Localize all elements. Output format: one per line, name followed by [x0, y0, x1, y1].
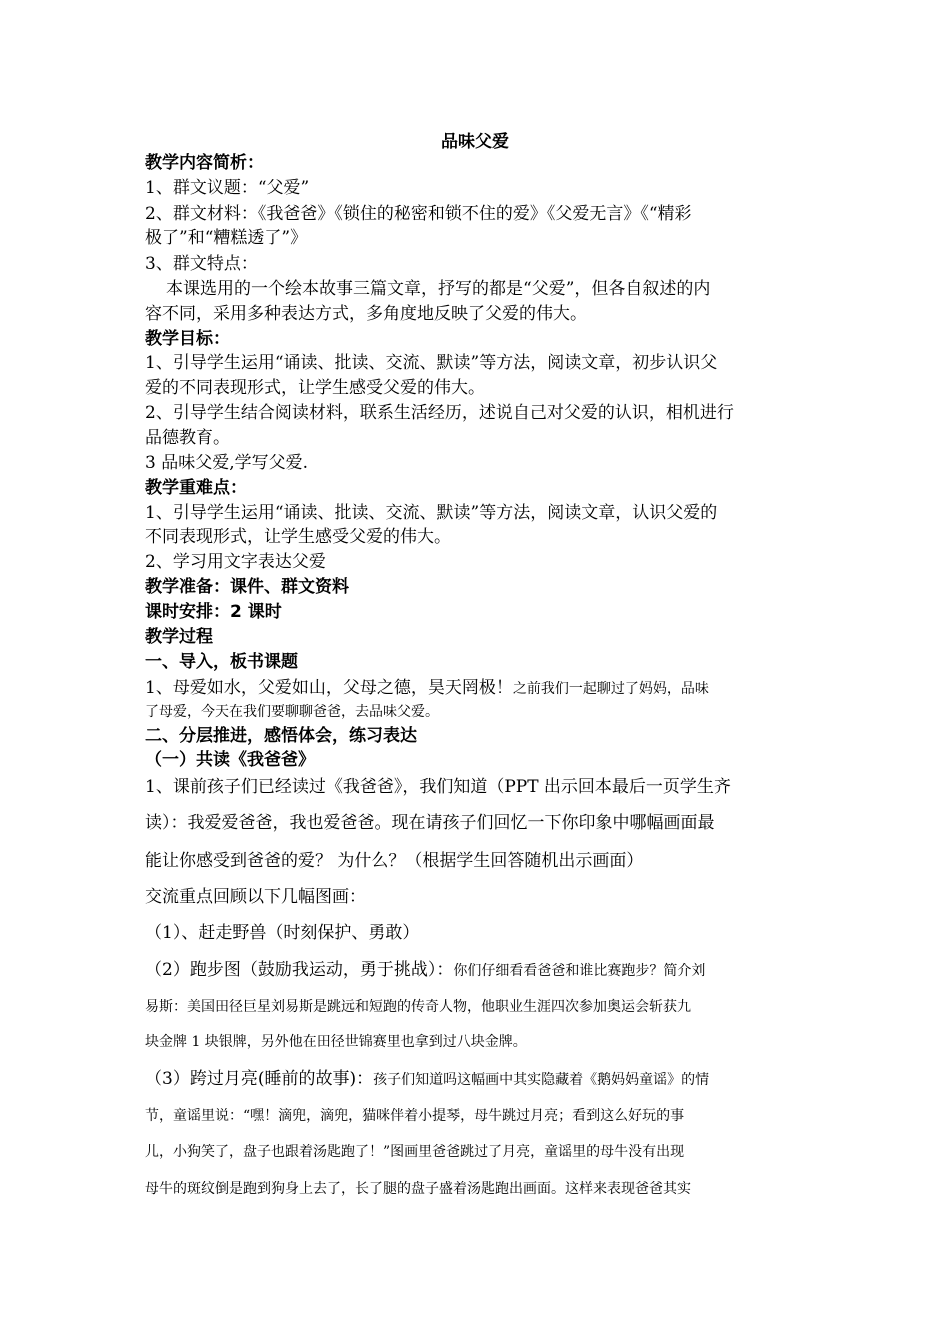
- goal-2-line-1: 2、引导学生结合阅读材料，联系生活经历，述说自己对父爱的认识，相机进行: [145, 403, 734, 423]
- part-1-line-1-a: 1、母爱如水，父爱如山，父母之德，昊天罔极！: [145, 678, 513, 698]
- goal-2-line-2: 品德教育。: [145, 428, 230, 448]
- goal-1-line-2: 爱的不同表现形式，让学生感受父爱的伟大。: [145, 378, 485, 398]
- materials-line-2: 极了”和“糟糕透了”》: [145, 228, 308, 248]
- item-2-line-1-a: （2）跑步图（鼓励我运动，勇于挑战）：: [145, 960, 454, 980]
- item-2-line-3: 块金牌 1 块银牌，另外他在田径世锦赛里也拿到过八块金牌。: [145, 1034, 527, 1050]
- key-point-2: 2、学习用文字表达父爱: [145, 552, 326, 572]
- part-2-heading: 二、分层推进，感悟体会，练习表达: [145, 726, 417, 746]
- paragraph-1-line-3: 能让你感受到爸爸的爱？ 为什么？（根据学生回答随机出示画面）: [145, 851, 644, 871]
- key-points-heading: 教学重难点：: [145, 478, 247, 498]
- preparation: 教学准备：课件、群文资料: [145, 577, 349, 597]
- paragraph-1-line-1: 1、课前孩子们已经读过《我爸爸》，我们知道（PPT 出示回本最后一页学生齐: [145, 777, 731, 797]
- item-3-line-1: [145, 1067, 815, 1092]
- features-line-2: 容不同，采用多种表达方式，多角度地反映了父爱的伟大。: [145, 304, 587, 324]
- process-heading: 教学过程: [145, 627, 213, 647]
- key-point-1-line-1: 1、引导学生运用“诵读、批读、交流、默读”等方法，阅读文章，认识父爱的: [145, 503, 718, 523]
- review-line: 交流重点回顾以下几幅图画：: [145, 887, 366, 907]
- part-1-line-2: 了母爱，今天在我们要聊聊爸爸，去品味父爱。: [145, 704, 439, 720]
- item-3-line-1-b: 孩子们知道吗这幅画中其实隐藏着《鹅妈妈童谣》的情: [373, 1072, 710, 1088]
- content-analysis-heading: 教学内容简析：: [145, 153, 264, 173]
- part-1-line-1: [145, 676, 815, 701]
- part-1-line-1-b: 之前我们一起聊过了妈妈，品味: [512, 681, 709, 697]
- goal-3: 3 品味父爱,学写父爱.: [145, 453, 309, 473]
- item-3-line-3: 儿，小狗笑了，盘子也跟着汤匙跑了！”图画里爸爸跳过了月亮，童谣里的母牛没有出现: [145, 1144, 685, 1160]
- goal-1-line-1: 1、引导学生运用“诵读、批读、交流、默读”等方法，阅读文章，初步认识父: [145, 353, 718, 373]
- schedule: 课时安排：2 课时: [145, 602, 282, 622]
- item-3-line-1-a: （3）跨过月亮(睡前的故事)：: [145, 1069, 374, 1089]
- page-title: 品味父爱: [441, 132, 509, 152]
- item-2-line-1: [145, 958, 815, 983]
- goals-heading: 教学目标：: [145, 329, 230, 349]
- item-1: （1）、赶走野兽（时刻保护、勇敢）: [145, 923, 420, 943]
- item-3-line-4: 母牛的斑纹倒是跑到狗身上去了，长了腿的盘子盛着汤匙跑出画面。这样来表现爸爸其实: [145, 1181, 691, 1197]
- part-2-sub-1: （一）共读《我爸爸》: [145, 750, 315, 770]
- features-line-1: 本课选用的一个绘本故事三篇文章，抒写的都是“父爱”，但各自叙述的内: [166, 279, 711, 299]
- materials-line-1: 2、群文材料：《我爸爸》《锁住的秘密和锁不住的爱》《父爱无言》《“精彩: [145, 204, 692, 224]
- part-1-heading: 一、导入，板书课题: [145, 652, 298, 672]
- topic-line: 1、群文议题：“父爱”: [145, 178, 310, 198]
- paragraph-1-line-2: 读）：我爱爱爸爸，我也爱爸爸。现在请孩子们回忆一下你印象中哪幅画面最: [145, 813, 715, 833]
- key-point-1-line-2: 不同表现形式，让学生感受父爱的伟大。: [145, 527, 451, 547]
- item-2-line-1-b: 你们仔细看看爸爸和谁比赛跑步？简介刘: [453, 963, 706, 979]
- item-2-line-2: 易斯：美国田径巨星刘易斯是跳远和短跑的传奇人物，他职业生涯四次参加奥运会斩获九: [145, 999, 691, 1015]
- features-label: 3、群文特点：: [145, 254, 258, 274]
- item-3-line-2: 节，童谣里说：“嘿！滴兜，滴兜，猫咪伴着小提琴，母牛跳过月亮；看到这么好玩的事: [145, 1108, 685, 1124]
